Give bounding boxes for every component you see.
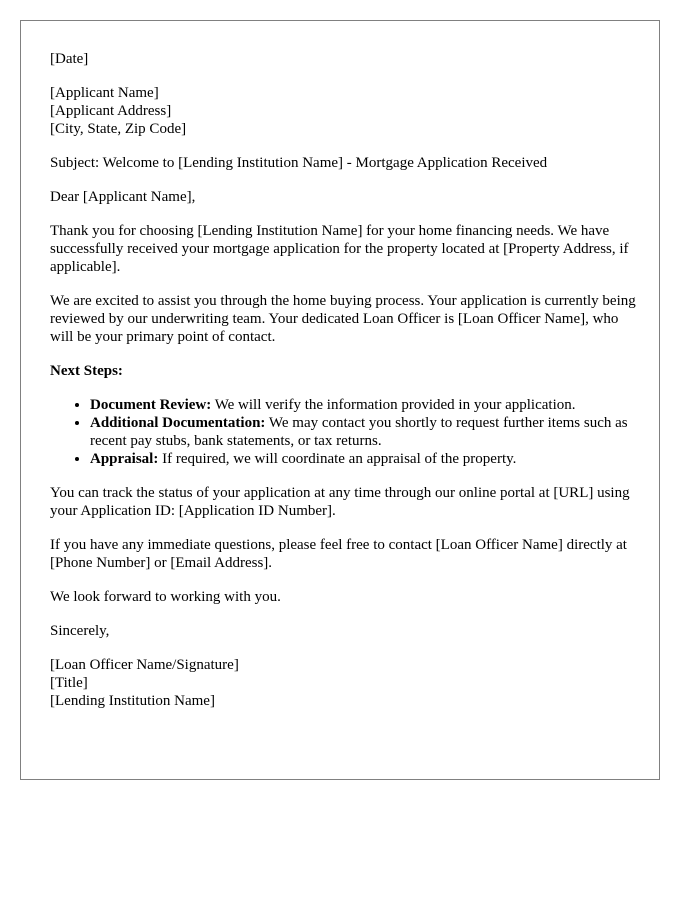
paragraph-contact: If you have any immediate questions, please feel free to contact [Loan Officer Name] directly at [Phone Number] or [Email Address].	[50, 537, 627, 571]
applicant-address: [Applicant Address]	[50, 103, 172, 119]
step-title: Additional Documentation:	[90, 415, 266, 431]
next-steps-heading: Next Steps:	[50, 363, 123, 379]
letter-date: [Date]	[50, 51, 89, 67]
letter-subject: Subject: Welcome to [Lending Institution Name] - Mortgage Application Received	[50, 155, 548, 171]
letter-page	[20, 20, 660, 780]
applicant-city-state-zip: [City, State, Zip Code]	[50, 121, 187, 137]
paragraph-process: We are excited to assist you through the home buying process. Your application is currently being reviewed by our underwriting team. Your dedicated Loan Officer is [Loan Officer Name], who will be your primary point of contact.	[50, 293, 636, 345]
step-text: We will verify the information provided in your application.	[211, 397, 576, 413]
paragraph-look-forward: We look forward to working with you.	[50, 589, 281, 605]
applicant-name: [Applicant Name]	[50, 85, 159, 101]
paragraph-thank-you: Thank you for choosing [Lending Institution Name] for your home financing needs. We have successfully received your mortgage application for the property located at [Property Address, if applicable].	[50, 223, 629, 275]
letter-body	[50, 50, 640, 726]
signature-block	[50, 656, 640, 710]
step-text: If required, we will coordinate an appraisal of the property.	[158, 451, 517, 467]
list-item-document-review	[90, 396, 640, 414]
step-title: Appraisal:	[90, 451, 159, 467]
paragraph-track-status: You can track the status of your application at any time through our online portal at [URL] using your Application ID: [Application ID Number].	[50, 485, 630, 519]
signature-name: [Loan Officer Name/Signature]	[50, 657, 239, 673]
signature-institution: [Lending Institution Name]	[50, 693, 215, 709]
step-title: Document Review:	[90, 397, 212, 413]
applicant-address-block	[50, 84, 640, 138]
letter-salutation: Dear [Applicant Name],	[50, 189, 196, 205]
list-item-appraisal	[90, 450, 640, 468]
letter-closing: Sincerely,	[50, 623, 110, 639]
list-item-additional-documentation	[90, 414, 640, 450]
signature-title: [Title]	[50, 675, 88, 691]
step-text: We may contact you shortly to request further items such as recent pay stubs, bank statements, or tax returns.	[90, 415, 628, 449]
next-steps-list	[50, 396, 640, 468]
